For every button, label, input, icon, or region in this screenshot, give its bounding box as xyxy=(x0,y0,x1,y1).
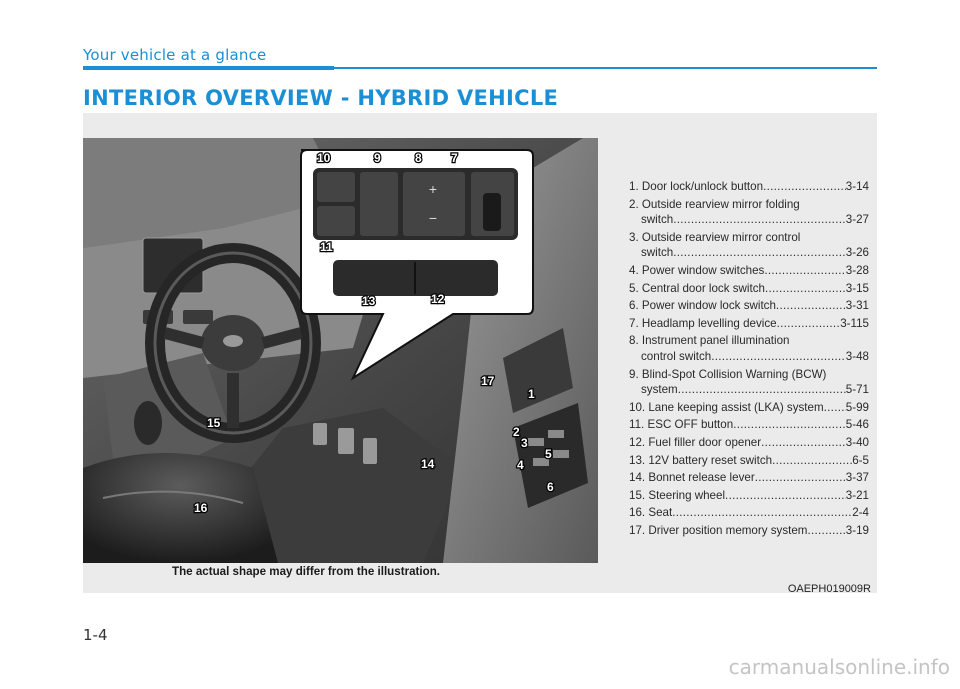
legend-item xyxy=(629,400,869,416)
legend-leader-dots xyxy=(807,523,845,539)
legend-page-ref: 5-71 xyxy=(845,383,869,397)
legend-row xyxy=(629,453,869,469)
legend-leader-dots xyxy=(776,298,846,314)
legend-leader-dots xyxy=(763,179,846,195)
legend-row xyxy=(629,349,869,365)
legend-label-line1: 3. Outside rearview mirror control xyxy=(629,230,801,244)
legend-row xyxy=(629,298,869,314)
legend-label: 5. Central door lock switch xyxy=(629,281,765,295)
legend-item xyxy=(629,281,869,297)
callout-10: 10 xyxy=(317,151,331,165)
callout-8: 8 xyxy=(415,151,422,165)
legend-page-ref: 3-28 xyxy=(845,263,869,277)
legend-item xyxy=(629,179,869,195)
callout-6: 6 xyxy=(547,480,554,494)
legend-leader-dots xyxy=(765,281,846,297)
callout-2: 2 xyxy=(513,425,520,439)
legend-label: 7. Headlamp levelling device xyxy=(629,316,777,330)
legend-label: 17. Driver position memory system xyxy=(629,523,808,537)
legend-label-line1: 8. Instrument panel illumination xyxy=(629,334,790,348)
legend-item xyxy=(629,316,869,332)
legend-row xyxy=(629,316,869,332)
legend-leader-dots xyxy=(711,349,846,365)
legend-page-ref: 3-31 xyxy=(845,299,869,313)
legend-item xyxy=(629,197,869,228)
figure-panel xyxy=(83,113,877,593)
legend-label: 13. 12V battery reset switch xyxy=(629,453,773,467)
legend-page-ref: 3-15 xyxy=(845,281,869,295)
legend-label-line1: 9. Blind-Spot Collision Warning (BCW) xyxy=(629,367,827,381)
callout-1: 1 xyxy=(528,387,535,401)
legend-leader-dots xyxy=(755,470,846,486)
legend-page-ref: 3-21 xyxy=(845,488,869,502)
legend-item xyxy=(629,417,869,433)
legend-row xyxy=(629,523,869,539)
legend-row xyxy=(629,179,869,195)
legend-leader-dots xyxy=(761,435,846,451)
legend-row xyxy=(629,488,869,504)
legend-page-ref: 3-37 xyxy=(845,471,869,485)
callout-9: 9 xyxy=(374,151,381,165)
watermark: carmanualsonline.info xyxy=(728,655,950,679)
legend-row xyxy=(629,245,869,261)
legend-row xyxy=(629,212,869,228)
legend-leader-dots xyxy=(672,505,852,521)
legend-page-ref: 5-46 xyxy=(845,418,869,432)
svg-text:+: + xyxy=(428,181,438,197)
callout-5: 5 xyxy=(545,447,552,461)
legend-label: 4. Power window switches xyxy=(629,263,765,277)
legend-leader-dots xyxy=(678,382,846,398)
legend-row xyxy=(629,470,869,486)
legend-label: 16. Seat xyxy=(629,506,673,520)
legend-label: 1. Door lock/unlock button xyxy=(629,180,764,193)
legend-item xyxy=(629,333,869,364)
legend-page-ref: 3-26 xyxy=(845,246,869,260)
legend-row xyxy=(629,281,869,297)
legend-item xyxy=(629,435,869,451)
legend-row xyxy=(629,417,869,433)
callout-14: 14 xyxy=(421,457,435,471)
legend-item xyxy=(629,470,869,486)
legend-label: switch xyxy=(641,246,674,260)
section-rule-thin xyxy=(334,67,877,69)
section-title: Your vehicle at a glance xyxy=(83,46,267,64)
legend-page-ref: 3-48 xyxy=(845,349,869,363)
legend-label: control switch xyxy=(641,349,712,363)
page-heading: INTERIOR OVERVIEW - HYBRID VEHICLE xyxy=(83,86,559,110)
legend-label: switch xyxy=(641,213,674,227)
svg-text:−: − xyxy=(428,210,438,226)
legend-row xyxy=(629,435,869,451)
callout-12: 12 xyxy=(431,292,445,306)
callout-17: 17 xyxy=(481,374,495,388)
callout-7: 7 xyxy=(451,151,458,165)
legend-page-ref: 2-4 xyxy=(852,506,869,520)
legend-label: 14. Bonnet release lever xyxy=(629,471,755,485)
illustration-disclaimer: The actual shape may differ from the illustration. xyxy=(172,565,440,578)
legend-page-ref: 3-115 xyxy=(840,316,869,330)
legend-item xyxy=(629,453,869,469)
legend-page-ref: 3-27 xyxy=(845,213,869,227)
legend-page-ref: 3-19 xyxy=(845,523,869,537)
legend-page-ref: 6-5 xyxy=(852,453,869,467)
callout-15: 15 xyxy=(207,416,221,430)
legend-label: 15. Steering wheel xyxy=(629,488,726,502)
legend-leader-dots xyxy=(777,316,841,332)
legend-leader-dots xyxy=(673,212,846,228)
legend-label: 6. Power window lock switch xyxy=(629,299,776,313)
legend-item xyxy=(629,367,869,398)
legend-item xyxy=(629,488,869,504)
legend-leader-dots xyxy=(764,263,845,279)
legend-row xyxy=(629,400,869,416)
legend-label: 12. Fuel filler door opener xyxy=(629,435,762,449)
legend-label: 11. ESC OFF button xyxy=(629,418,734,432)
legend-leader-dots xyxy=(725,488,846,504)
legend-page-ref: 3-14 xyxy=(845,180,869,193)
callout-4: 4 xyxy=(517,458,524,472)
callout-13: 13 xyxy=(362,294,376,308)
page-number: 1-4 xyxy=(83,626,108,644)
legend-label: system xyxy=(641,383,678,397)
callout-3: 3 xyxy=(521,436,528,450)
legend-label: 10. Lane keeping assist (LKA) system xyxy=(629,400,824,414)
legend-item xyxy=(629,263,869,279)
legend-row xyxy=(629,505,869,521)
legend-row xyxy=(629,263,869,279)
legend-leader-dots xyxy=(824,400,846,416)
figure-code: OAEPH019009R xyxy=(787,583,871,595)
callout-16: 16 xyxy=(194,501,208,515)
legend-leader-dots xyxy=(673,245,846,261)
legend-page-ref: 3-40 xyxy=(845,435,869,449)
legend-label-line1: 2. Outside rearview mirror folding xyxy=(629,197,800,211)
legend-row xyxy=(629,382,869,398)
section-rule-thick xyxy=(83,66,334,70)
callout-11: 11 xyxy=(320,240,333,254)
interior-illustration xyxy=(83,138,598,563)
legend-item xyxy=(629,505,869,521)
legend-item xyxy=(629,230,869,261)
legend-item xyxy=(629,523,869,539)
component-legend xyxy=(629,179,869,540)
legend-leader-dots xyxy=(733,417,846,433)
legend-page-ref: 5-99 xyxy=(845,400,869,414)
legend-leader-dots xyxy=(772,453,852,469)
legend-item xyxy=(629,298,869,314)
